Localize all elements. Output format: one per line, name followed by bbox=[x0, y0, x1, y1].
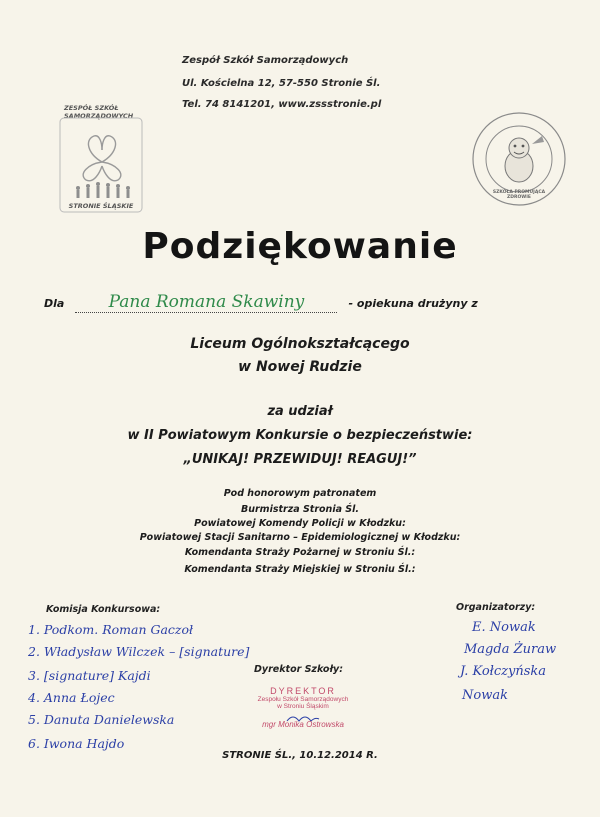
patronage-item: Komendanta Straży Miejskiej w Stroniu Śl.: bbox=[184, 564, 416, 575]
committee-signature: 1. Podkom. Roman Gaczoł bbox=[28, 622, 194, 637]
committee-signature: 2. Władysław Wilczek – [signature] bbox=[28, 644, 250, 659]
school-logo-bottom-text: STRONIE ŚLĄSKIE bbox=[68, 202, 134, 210]
place-date: STRONIE ŚL., 10.12.2014 R. bbox=[222, 750, 378, 761]
dedication-suffix: - opiekuna drużyny z bbox=[348, 297, 478, 310]
organizer-signature: Magda Żuraw bbox=[464, 642, 557, 657]
award-slogan: „UNIKAJ! PRZEWIDUJ! REAGUJ!” bbox=[183, 452, 417, 467]
school-name-line1: Liceum Ogólnokształcącego bbox=[190, 336, 410, 352]
school-name-line2: w Nowej Rudzie bbox=[238, 359, 362, 375]
dedication-prefix: Dla bbox=[44, 297, 65, 310]
organizer-signature: Nowak bbox=[462, 688, 508, 703]
school-logo-top-text: ZESPÓŁ SZKÓŁ SAMORZĄDOWYCH bbox=[64, 104, 134, 120]
patronage-item: Powiatowej Stacji Sanitarno – Epidemiologicznej w Kłodzku: bbox=[139, 532, 461, 543]
director-stamp bbox=[228, 686, 378, 729]
patronage-item: Komendanta Straży Pożarnej w Stroniu Śl.: bbox=[184, 547, 416, 558]
committee-signature: 4. Anna Łojec bbox=[28, 690, 115, 705]
patronage-item: Powiatowej Komendy Policji w Kłodzku: bbox=[194, 518, 406, 529]
stamp-line: Zespołu Szkół Samorządowych bbox=[257, 696, 349, 703]
organizers-label: Organizatorzy: bbox=[456, 602, 536, 613]
stamp-name: mgr Monika Ostrowska bbox=[262, 720, 344, 729]
school-logo bbox=[58, 104, 144, 214]
header-contact: Tel. 74 8141201, www.zssstronie.pl bbox=[182, 99, 382, 110]
stamp-title: DYREKTOR bbox=[270, 686, 336, 696]
committee-signature: 5. Danuta Danielewska bbox=[28, 712, 175, 727]
committee-signature: 3. [signature] Kajdi bbox=[28, 668, 151, 683]
award-line1: za udział bbox=[267, 404, 333, 419]
award-contest: w II Powiatowym Konkursie o bezpieczeństwie: bbox=[127, 428, 473, 443]
recipient-name: Pana Romana Skawiny bbox=[108, 292, 305, 312]
patronage-item: Burmistrza Stronia Śl. bbox=[240, 504, 359, 515]
dedication-line bbox=[44, 292, 584, 313]
page-title: Podziękowanie bbox=[142, 226, 458, 267]
organizer-signature: J. Kołczyńska bbox=[460, 664, 547, 679]
patronage-heading: Pod honorowym patronatem bbox=[223, 488, 377, 499]
header-address: Ul. Kościelna 12, 57-550 Stronie Śl. bbox=[182, 78, 381, 89]
organizer-signature: E. Nowak bbox=[472, 620, 536, 635]
stamp-line: w Stroniu Śląskim bbox=[277, 703, 329, 710]
header-school-name: Zespół Szkół Samorządowych bbox=[182, 55, 349, 66]
director-label: Dyrektor Szkoły: bbox=[254, 664, 344, 675]
seal-bottom-text: SZKOŁA PROMUJĄCA ZDROWIE bbox=[492, 190, 546, 200]
school-seal bbox=[470, 110, 568, 208]
clover-people-icon bbox=[58, 104, 144, 214]
committee-label: Komisja Konkursowa: bbox=[46, 604, 161, 615]
committee-signature: 6. Iwona Hajdo bbox=[28, 736, 125, 751]
